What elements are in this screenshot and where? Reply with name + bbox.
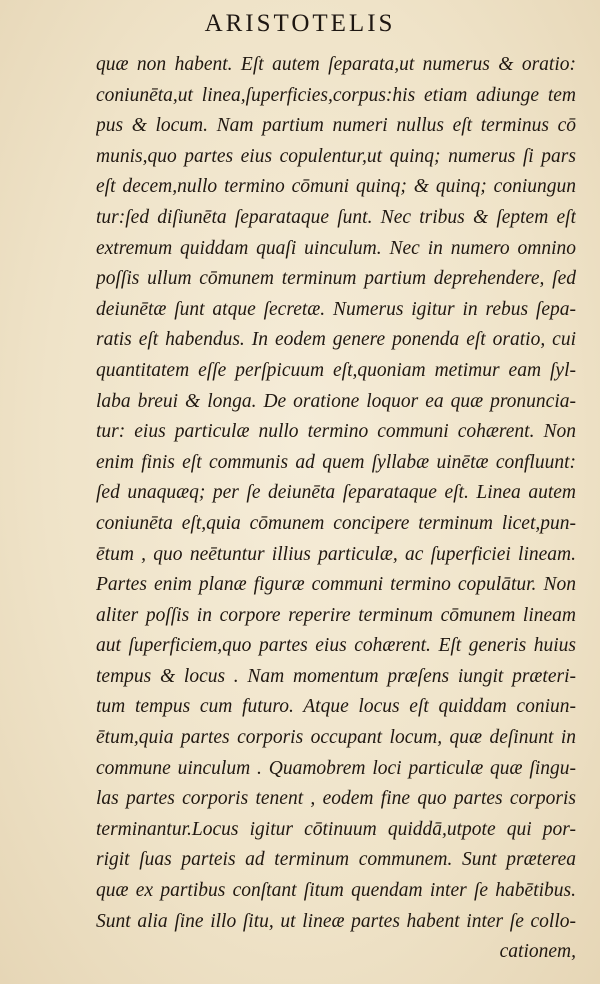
text-line: laba breui & longa. De oratione loquor ea quæ pronuncia- (96, 390, 576, 412)
text-line: eſt decem,nullo termino cōmuni quinq; & quinq; coniungun (96, 176, 576, 198)
text-line: deiunētæ ſunt atque ſecretæ. Numerus igitur in rebus ſepa- (96, 298, 576, 320)
text-line: Sunt alia ſine illo ſitu, ut lineæ partes habent inter ſe collo- (96, 910, 576, 932)
text-line: terminantur.Locus igitur cōtinuum quiddā,utpote qui por- (96, 818, 576, 840)
body-text (96, 50, 576, 968)
text-line: ētum,quia partes corporis occupant locum, quæ deſinunt in (96, 727, 576, 749)
text-line: coniunēta eſt,quia cōmunem concipere terminum licet,pun- (96, 512, 576, 534)
text-line: pus & locum. Nam partium numeri nullus eſt terminus cō (96, 115, 576, 137)
text-line: aliter poſſis in corpore reperire terminum cōmunem lineam (96, 604, 576, 626)
running-title: ARISTOTELIS (204, 10, 396, 37)
text-line: tur: eius particulæ nullo termino communi cohærent. Non (96, 421, 576, 443)
text-line: Partes enim planæ figuræ communi termino copulātur. Non (96, 574, 576, 596)
text-line: ratis eſt habendus. In eodem genere ponenda eſt oratio, cui (96, 329, 576, 351)
text-line: rigit ſuas parteis ad terminum communem. Sunt præterea (96, 849, 576, 871)
text-line: quantitatem eſſe perſpicuum eſt,quoniam metimur eam ſyl- (96, 359, 576, 381)
text-line: poſſis ullum cōmunem terminum partium deprehendere, ſed (96, 268, 576, 290)
text-line: ētum , quo neētuntur illius particulæ, ac ſuperficiei lineam. (96, 543, 576, 565)
text-line: ſed unaquæq; per ſe deiunēta ſeparataque eſt. Linea autem (96, 482, 576, 504)
text-line: tur:ſed diſiunēta ſeparataque ſunt. Nec tribus & ſeptem eſt (96, 206, 576, 228)
text-line: cationem, (499, 941, 576, 963)
text-line: coniunēta,ut linea,ſuperficies,corpus:his etiam adiunge tem (96, 84, 576, 106)
text-line: las partes corporis tenent , eodem fine quo partes corporis (96, 788, 576, 810)
text-line: quæ ex partibus conſtant ſitum quendam inter ſe habētibus. (96, 880, 576, 902)
text-line: munis,quo partes eius copulentur,ut quinq; numerus ſi pars (96, 145, 576, 167)
text-line: aut ſuperficiem,quo partes eius cohærent. Eſt generis huius (96, 635, 576, 657)
text-line: quæ non habent. Eſt autem ſeparata,ut numerus & oratio: (96, 54, 576, 75)
text-line: enim finis eſt communis ad quem ſyllabæ uinētæ confluunt: (96, 451, 576, 473)
text-line: tempus & locus . Nam momentum præſens iungit præteri- (96, 665, 576, 687)
text-line: tum tempus cum futuro. Atque locus eſt quiddam coniun- (96, 696, 576, 718)
text-line: extremum quiddam quaſi uinculum. Nec in numero omnino (96, 237, 576, 259)
text-line: commune uinculum . Quamobrem loci particulæ quæ ſingu- (96, 757, 576, 779)
